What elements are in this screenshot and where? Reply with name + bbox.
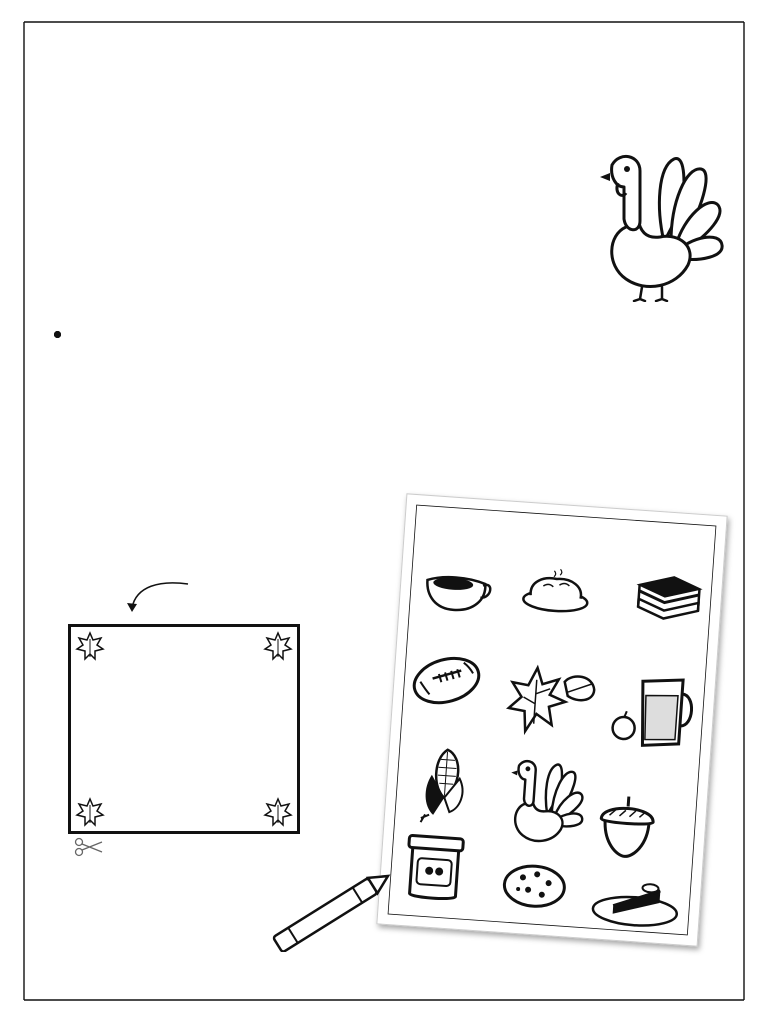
cranberry-sauce-icon [401, 831, 468, 905]
turkey-icon [596, 147, 726, 302]
cookie-icon [501, 858, 568, 912]
sandwich-icon [631, 570, 705, 629]
apple-cider-icon [608, 665, 700, 757]
gravy-boat-icon [421, 566, 494, 619]
leaf-icon [75, 797, 105, 827]
leaf-icon [75, 631, 105, 661]
acorn-icon [593, 792, 661, 860]
pumpkin-pie-icon [588, 872, 683, 930]
football-icon [409, 651, 485, 710]
mashed-potatoes-icon [519, 565, 592, 620]
leaf-icon [263, 797, 293, 827]
crayon-icon [262, 870, 402, 952]
curved-arrow-icon [120, 578, 200, 616]
turkey-icon [501, 754, 591, 854]
corn-icon [402, 743, 474, 829]
scissors-icon [74, 836, 104, 858]
leaves-icon [503, 662, 600, 742]
cover-card [68, 624, 300, 834]
activity-mat [376, 493, 727, 946]
leaf-icon [263, 631, 293, 661]
